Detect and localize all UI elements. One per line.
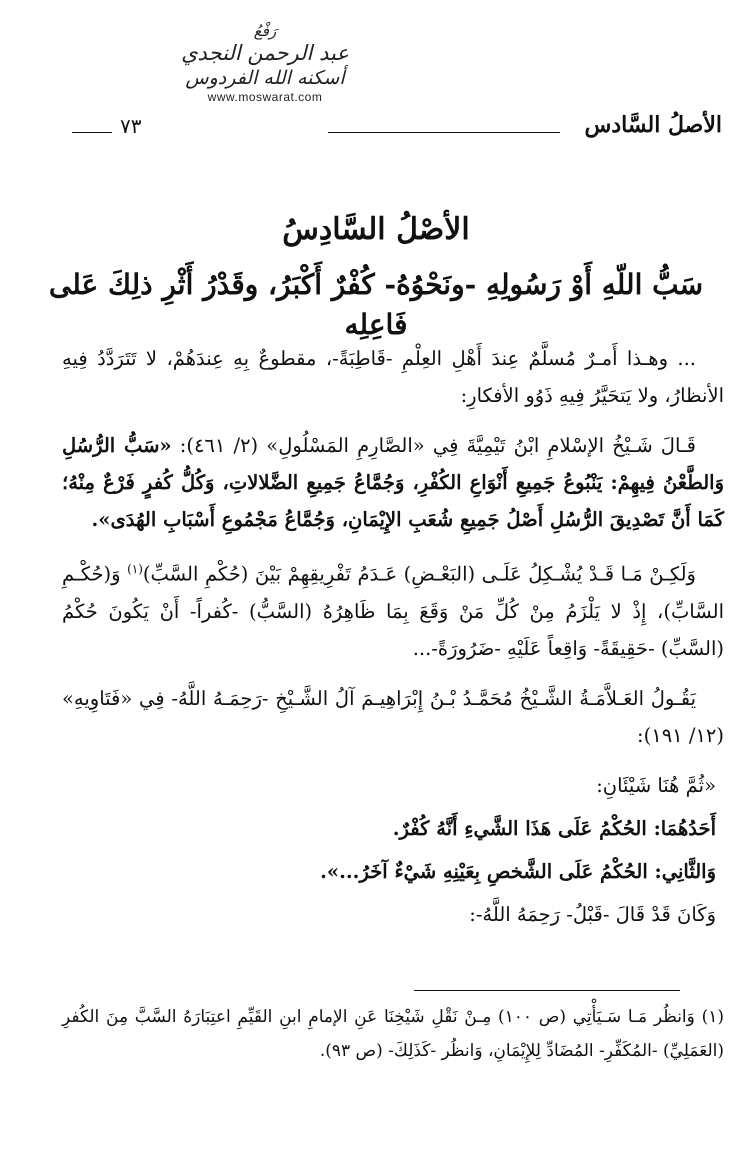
header-rule-long xyxy=(328,132,560,133)
footnote-rule xyxy=(414,990,680,991)
page-number: ٧٣ xyxy=(120,114,142,138)
header-rule-short xyxy=(72,132,112,133)
body-text xyxy=(62,340,724,939)
running-header-title: الأصلُ السَّادس xyxy=(584,112,722,138)
stamp-line-2: عبد الرحمن النجدي xyxy=(181,41,349,65)
stamp-line-3: أسكنه الله الفردوس xyxy=(185,67,345,89)
publisher-stamp xyxy=(170,22,360,120)
quote-line-3: وَالثَّانِي: الحُكْمُ عَلَى الشَّخصِ بِعَيْنِهِ شَيْءٌ آخَرُ...». xyxy=(320,859,716,883)
paragraph-2-intro: قَـالَ شَـيْخُ الإسْلامِ ابْنُ تَيْمِيَّةَ فِي «الصَّارِمِ المَسْلُولِ» (٢/ ٤٦١): xyxy=(171,434,696,457)
paragraph-3 xyxy=(62,551,724,667)
quote-line-2: أَحَدُهُمَا: الحُكْمُ عَلَى هَذَا الشَّيءِ أَنَّهُ كُفْرٌ. xyxy=(392,816,716,840)
paragraph-4: يَقُـولُ العَـلاَّمَـةُ الشَّـيْخُ مُحَمَّـدُ بْـنُ إِبْرَاهِيـمَ آلُ الشَّـيْخِ -رَحِمَـهُ اللَّهُ- فِي «فَتَاوِيهِ» (١٢/ ١٩١): xyxy=(62,686,724,747)
paragraph-3-part-b: وَ(حُكْـمِ السَّابِّ)، إِذْ لا يَلْزَمُ مِنْ كُلِّ مَنْ وَقَعَ بِمَا ظَاهِرُهُ (السَّبُّ) -كُفراً- أَنْ يَكُونَ حُكْمُ (السَّبِّ) -حَقِيقَةً- وَاقِعاً عَلَيْهِ -ضَرُورَةً-... xyxy=(62,562,724,660)
running-header xyxy=(72,112,722,148)
chapter-title: الأصْلُ السَّادِسُ xyxy=(282,212,470,247)
quote-line-1: «ثُمَّ هُنَا شَيْئَانِ: xyxy=(596,773,716,797)
paragraph-2 xyxy=(62,427,724,538)
footnote: (١) وَانظُر مَـا سَـيَأْتِي (ص ١٠٠) مِـنْ نَقْلِ شَيْخِنَا عَنِ الإمامِ ابنِ القَيِّمِ اعتِبَارَهُ السَّبَّ مِنَ الكُفرِ (العَمَلِيِّ) -المُكَفِّرِ- المُضَادِّ لِلإِيْمَانِ، وَانظُر -كَذَلِكَ- (ص ٩٣). xyxy=(62,1007,724,1061)
chapter-subtitle: سَبُّ اللّهِ أَوْ رَسُولِهِ -ونَحْوُهُ- كُفْرٌ أَكْبَرُ، وقَدْرُ أَثْرِ ذلِكَ عَلى فَاعِلِه xyxy=(48,268,704,341)
stamp-line-1: رَفْعُ xyxy=(253,22,277,40)
paragraph-1: ... وهـذا أَمـرٌ مُسلَّمٌ عِندَ أَهْلِ العِلْمِ -قَاطِبَةً-، مقطوعٌ بِهِ عِندَهُمْ، لا تَتَرَدَّدُ فِيهِ الأنظارُ، ولا يَتحَيَّرُ فِيهِ ذَوُو الأفكارِ: xyxy=(62,347,724,407)
quote-line-4: وَكَانَ قَدْ قَالَ -قَبْلُ- رَحِمَهُ اللَّهُ-: xyxy=(469,902,716,926)
ibn-taymiyyah-quote: «سَبُّ الرُّسُلِ وَالطَّعْنُ فِيهِمْ: يَنْبُوعُ جَمِيعِ أَنْوَاعِ الكُفْرِ، وَجُمَّاعُ جَمِيعِ الضَّلالاتِ، وَكُلُّ كُفرٍ فَرْعٌ مِنْهُ؛ كَمَا أَنَّ تَصْدِيقَ الرُّسُلِ أَصْلُ جَمِيعِ شُعَبِ الإِيْمَانِ، وَجُمَّاعُ مَجْمُوعِ أَسْبَابِ الهُدَى». xyxy=(62,434,724,531)
footnote-marker: (١) xyxy=(127,562,143,576)
stamp-website: www.moswarat.com xyxy=(207,90,323,104)
paragraph-3-part-a: وَلَكِـنْ مَـا قَـدْ يُشْـكِلُ عَلَـى (البَعْـضِ) عَـدَمُ تَفْرِيقِهِمْ بَيْنَ (حُكْمِ السَّبِّ) xyxy=(142,562,696,586)
